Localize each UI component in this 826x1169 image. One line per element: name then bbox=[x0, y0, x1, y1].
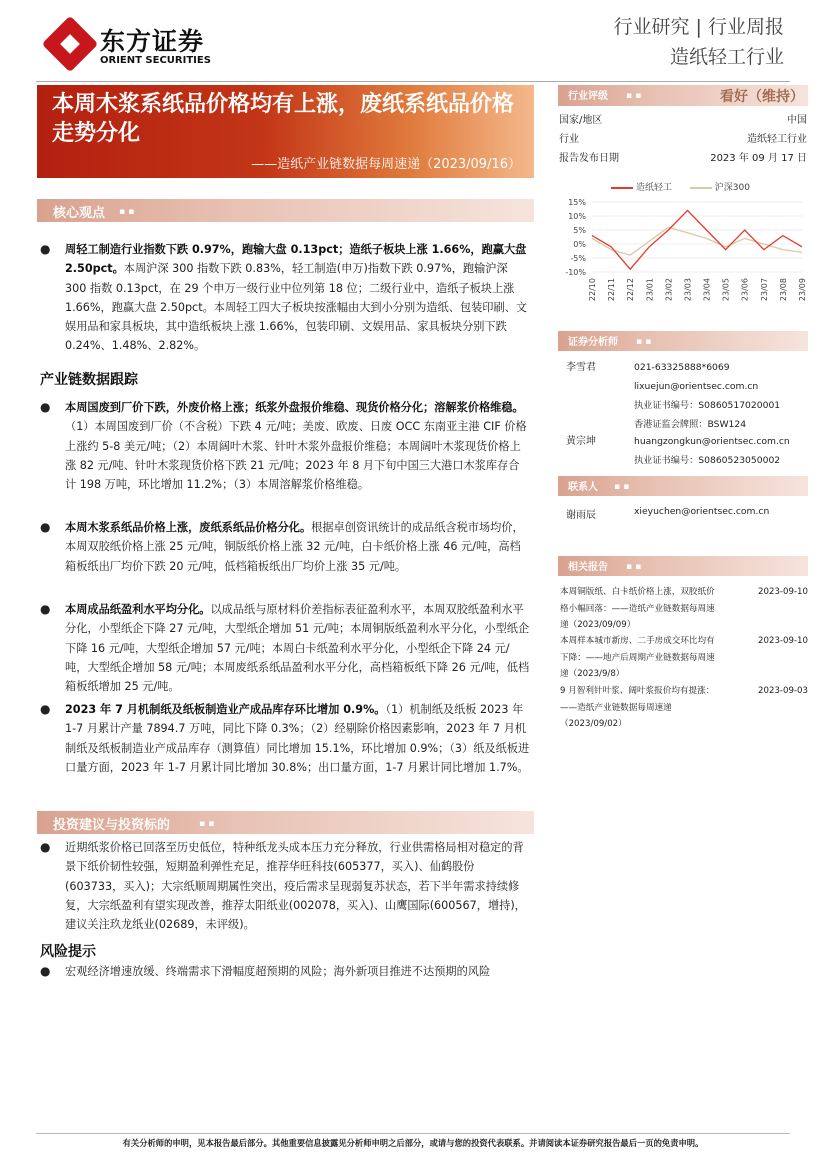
chart-ytick-label: 5% bbox=[573, 226, 586, 235]
rating-row-value: 造纸轻工行业 bbox=[747, 134, 807, 145]
bullet-icon: ● bbox=[40, 400, 51, 414]
chart-ytick-label: -10% bbox=[565, 268, 586, 277]
bullet-icon: ● bbox=[40, 242, 51, 256]
analyst-details bbox=[634, 358, 780, 434]
rating-header bbox=[558, 85, 808, 106]
rating-row bbox=[559, 111, 807, 126]
chart-xtick-label: 23/05 bbox=[721, 278, 731, 302]
section-dots-icon: ▪ ▪ bbox=[636, 337, 652, 347]
report-subtitle: ——造纸产业链数据每周速递（2023/09/16） bbox=[251, 157, 521, 172]
chart-ytick-label: 0% bbox=[573, 240, 586, 249]
chart-ytick-label: 15% bbox=[568, 198, 586, 207]
rating-label: 行业评级 bbox=[568, 91, 608, 102]
section-dots-icon: ▪ ▪ bbox=[626, 91, 642, 101]
analyst-name: 李雪君 bbox=[566, 362, 596, 373]
section-invest-title: 投资建议与投资标的 bbox=[53, 818, 171, 833]
section-core-title: 核心观点 bbox=[53, 206, 106, 221]
analyst-hk-license: 香港证监会牌照：BSW124 bbox=[634, 419, 747, 430]
invest-point bbox=[40, 838, 530, 934]
section-invest-header bbox=[37, 811, 534, 834]
chart-xtick-label: 23/02 bbox=[664, 278, 674, 302]
section-dots-icon: ▪ ▪ bbox=[614, 482, 630, 492]
analysts-label: 证券分析师 bbox=[568, 337, 618, 348]
chain-point-lead: 本周木浆系纸品价格上涨，废纸系纸品价格分化。 bbox=[65, 521, 312, 534]
bullet-icon: ● bbox=[40, 840, 51, 854]
analyst-name: 黄宗坤 bbox=[566, 436, 596, 447]
chain-point-body: （1）本周国废到厂价（不含税）下跌 4 元/吨；美废、欧废、日废 OCC 东南亚主港 CIF 价格上涨约 5-8 美元/吨；（2）本周阔叶木浆、针叶木浆外盘报价维稳；本周阔叶木浆现货价格上涨 82 元/吨、针叶木浆现货价格下跌 21 元/吨；2023 年 8 月下旬中国三大港口木浆库存合计 198 万吨，环比增加 11.2%；（3）本周溶解浆价格维稳。 bbox=[65, 420, 527, 492]
related-report-title-line: 下降：——地产后周期产业链数据每周速 bbox=[560, 652, 715, 663]
chain-point bbox=[40, 398, 530, 494]
related-report[interactable] bbox=[560, 683, 808, 733]
analyst-details bbox=[634, 432, 790, 470]
chain-point-lead: 本周国废到厂价下跌，外废价格上涨；纸浆外盘报价维稳、现货价格分化；溶解浆价格维稳。 bbox=[65, 401, 524, 414]
rating-row-key: 行业 bbox=[559, 134, 579, 145]
industry-name: 造纸轻工行业 bbox=[669, 46, 784, 68]
analyst-license: 执业证书编号：S0860523050002 bbox=[634, 455, 781, 466]
related-header bbox=[558, 556, 808, 576]
chain-point-body: 根据卓创资讯统计的成品纸含税市场均价，本周双胶纸价格上涨 25 元/吨，铜版纸价格上涨 32 元/吨，白卡纸价格上涨 46 元/吨，高档箱板纸出厂均价下跌 20 元/吨，低档箱板纸出厂均价上涨 35 元/吨。 bbox=[65, 521, 524, 573]
performance-chart bbox=[556, 194, 808, 330]
related-report[interactable] bbox=[560, 584, 808, 634]
brand-name-en: ORIENT SECURITIES bbox=[100, 55, 211, 66]
chart-xtick-label: 22/12 bbox=[626, 278, 636, 302]
related-report-title-line: 9 月智利针叶浆、阔叶浆报价均有提涨： bbox=[560, 686, 715, 696]
bullet-icon: ● bbox=[40, 602, 51, 616]
chart-xtick-label: 22/11 bbox=[607, 278, 617, 302]
contact-name: 谢雨辰 bbox=[566, 510, 596, 521]
report-title: 本周木浆系纸品价格均有上涨，废纸系纸品价格走势分化 bbox=[52, 92, 515, 146]
footer-disclaimer: 有关分析师的申明，见本报告最后部分。其他重要信息披露见分析师申明之后部分，或请与您的投资代表联系。并请阅读本证券研究报告最后一页的免责申明。 bbox=[122, 1138, 704, 1148]
contact-email: xieyuchen@orientsec.com.cn bbox=[634, 506, 770, 517]
chain-point-body: 以成品纸与原材料价差指标表征盈利水平，本周双胶纸盈利水平分化，小型纸企下降 27 元/吨，大型纸企增加 51 元/吨；本周铜版纸盈利水平分化，小型纸企下降 16 元/吨，大型纸企增加 57 元/吨；本周白卡纸盈利水平分化，小型纸企下降 24 元/吨，大型纸企增加 58 元/吨；本周废纸系纸品盈利水平分化，高档箱板纸下降 26 元/吨，低档箱板纸增加 25 元/吨。 bbox=[65, 603, 530, 694]
chain-point bbox=[40, 600, 530, 696]
related-report-title-line: （2023/09/02） bbox=[560, 719, 627, 729]
header-divider bbox=[36, 81, 790, 82]
brand-name-cn: 东方证券 bbox=[100, 27, 205, 56]
footer-divider bbox=[36, 1133, 790, 1134]
related-report-title-line: 格小幅回落：——造纸产业链数据每周速 bbox=[560, 603, 715, 614]
related-label: 相关报告 bbox=[568, 562, 608, 573]
chart-xtick-label: 22/10 bbox=[588, 278, 597, 302]
legend-swatch-series-2 bbox=[690, 187, 712, 189]
section-dots-icon: ▪ ▪ bbox=[199, 819, 215, 829]
analyst-email: lixuejun@orientsec.com.cn bbox=[634, 381, 759, 392]
chart-xtick-label: 23/09 bbox=[798, 278, 807, 302]
related-report-title-line: ——造纸产业链数据每周速递 bbox=[560, 702, 672, 713]
contacts-label: 联系人 bbox=[568, 482, 598, 493]
section-dots-icon: ▪ ▪ bbox=[626, 562, 642, 572]
related-report[interactable] bbox=[560, 633, 808, 683]
report-type: 行业研究 | 行业周报 bbox=[613, 16, 784, 38]
chart-xtick-label: 23/06 bbox=[740, 278, 750, 302]
chain-point bbox=[40, 700, 530, 777]
related-report-title-line: 递（2023/9/8） bbox=[560, 669, 625, 679]
analyst-phone: 021-63325888*6069 bbox=[634, 362, 730, 373]
chart-xtick-label: 23/01 bbox=[645, 278, 655, 302]
contacts-header bbox=[558, 476, 808, 496]
chart-series-line bbox=[592, 210, 802, 269]
analyst-email: huangzongkun@orientsec.com.cn bbox=[634, 436, 790, 447]
invest-point-body: 近期纸浆价格已回落至历史低位，特种纸龙头成本压力充分释放，行业供需格局相对稳定的背景下纸价韧性较强，短期盈利弹性充足，推荐华旺科技(605377，买入)、仙鹤股份(603733，买入)；大宗纸顺周期属性突出，疫后需求呈现弱复苏状态，若下半年需求持续修复，大宗纸盈利有望实现改善，推荐太阳纸业(002078，买入)、山鹰国际(600567，增持)，建议关注玖龙纸业(02689，未评级)。 bbox=[65, 841, 526, 932]
related-report-date: 2023-09-03 bbox=[758, 686, 808, 696]
chart-series-line bbox=[592, 227, 802, 255]
related-report-title-line: 递（2023/09/09） bbox=[560, 620, 636, 630]
brand-logo-icon bbox=[42, 16, 99, 73]
section-chain-title: 产业链数据跟踪 bbox=[40, 372, 138, 388]
chart-xtick-label: 23/04 bbox=[702, 278, 712, 302]
rating-row-key: 报告发布日期 bbox=[559, 153, 619, 164]
rating-row-value: 2023 年 09 月 17 日 bbox=[710, 153, 807, 164]
section-risk-title: 风险提示 bbox=[40, 944, 96, 960]
chart-xtick-label: 23/07 bbox=[759, 278, 769, 302]
related-report-title-line: 本周样本城市新房、二手房成交环比均有 bbox=[560, 636, 715, 646]
chain-point-body: （1）机制纸及纸板 2023 年 1-7 月累计产量 7894.7 万吨，同比下降 0.3%；（2）经剔除价格因素影响，2023 年 7 月机制纸及纸板制造业产成品库存（测算值）同比增加 15.1%，环比增加 0.9%；（3）纸及纸板进口量方面，2023 年 1-7 月累计同比增加 30.8%；出口量方面，1-7 月累计同比增加 1.7%。 bbox=[65, 703, 530, 774]
related-report-title-line: 本周铜版纸、白卡纸价格上涨，双胶纸价 bbox=[560, 587, 715, 597]
rating-row bbox=[559, 149, 807, 164]
chain-point bbox=[40, 518, 530, 576]
section-dots-icon: ▪ ▪ bbox=[119, 207, 135, 217]
risk-point bbox=[40, 962, 530, 981]
related-report-date: 2023-09-10 bbox=[758, 587, 808, 597]
legend-swatch-series-1 bbox=[611, 187, 633, 189]
rating-row-key: 国家/地区 bbox=[559, 115, 603, 126]
chart-ytick-label: 10% bbox=[568, 212, 586, 221]
bullet-icon: ● bbox=[40, 964, 51, 978]
rating-value: 看好（维持） bbox=[720, 89, 804, 105]
rating-row bbox=[559, 130, 807, 145]
chain-point-lead: 本周成品纸盈利水平均分化。 bbox=[65, 603, 211, 616]
related-report-date: 2023-09-10 bbox=[758, 636, 808, 646]
analyst-license: 执业证书编号：S0860517020001 bbox=[634, 400, 781, 411]
core-point bbox=[40, 240, 530, 356]
risk-point-body: 宏观经济增速放缓、终端需求下滑幅度超预期的风险；海外新项目推进不达预期的风险 bbox=[65, 965, 491, 978]
chart-ytick-label: -5% bbox=[570, 254, 586, 263]
chart-legend bbox=[611, 180, 750, 193]
chart-xtick-label: 23/08 bbox=[778, 278, 788, 302]
bullet-icon: ● bbox=[40, 520, 51, 534]
analysts-header bbox=[558, 331, 808, 351]
bullet-icon: ● bbox=[40, 702, 51, 716]
core-point-body: 本周沪深 300 指数下跌 0.83%，轻工制造(申万)指数下跌 0.97%，跑输沪深 300 指数 0.13pct，在 29 个申万一级行业中位列第 18 位；二级行业中，造纸子板块上涨 1.66%，跑赢大盘 2.50pct。本周轻工四大子板块按涨幅由大到小分别为造纸、包装印刷、文娱用品和家具板块，其中造纸板块上涨 1.66%，包装印刷、文娱用品、家具板块分别下跌 0.24%、1.48%、2.82%。 bbox=[65, 262, 528, 353]
section-core-header bbox=[37, 199, 534, 222]
chain-point-lead: 2023 年 7 月机制纸及纸板制造业产成品库存环比增加 0.9%。 bbox=[65, 703, 386, 716]
legend-label-series-1: 造纸轻工 bbox=[636, 183, 673, 193]
chart-xtick-label: 23/03 bbox=[683, 278, 693, 302]
rating-row-value: 中国 bbox=[787, 115, 807, 126]
legend-label-series-2: 沪深300 bbox=[714, 183, 750, 193]
core-point-lead: 周轻工制造行业指数下跌 0.97%，跑输大盘 0.13pct；造纸子板块上涨 1.66%，跑赢大盘 2.50pct。 bbox=[65, 243, 527, 276]
